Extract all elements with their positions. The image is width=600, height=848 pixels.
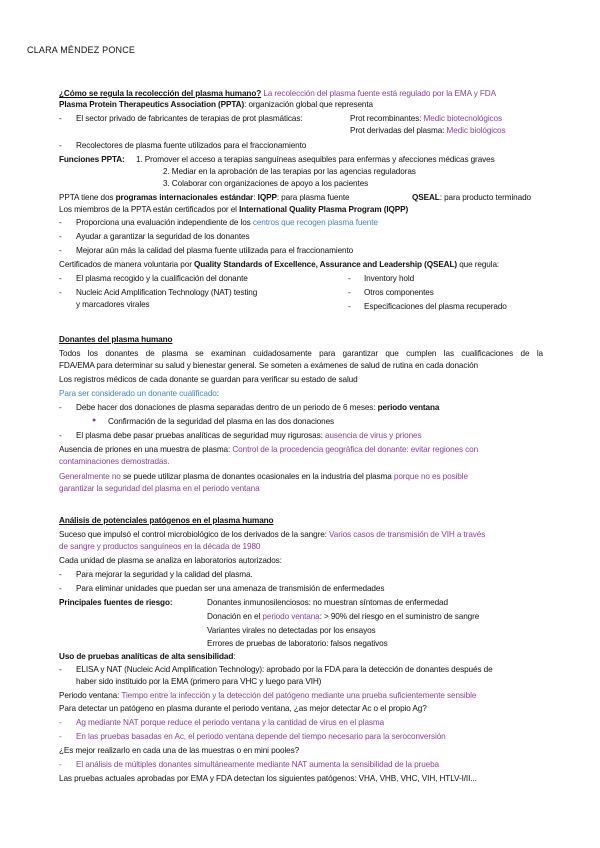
dash-marker: -: [59, 403, 62, 412]
qseal-item-2: Nucleic Acid Amplification Technology (NAT) testing: [76, 288, 258, 297]
history-text: Suceso que impulsó el control microbiológico de los derivados de la sangre:: [59, 530, 330, 539]
iqpp-desc: : para plasma fuente: [276, 193, 350, 202]
qseal-regulates: que regula:: [457, 260, 500, 269]
dash-marker: -: [348, 288, 351, 297]
dash-marker: -: [59, 718, 62, 727]
certification-line: [59, 204, 408, 215]
regulation-answer: La recolección del plasma fuente está regulado por la EMA y FDA: [263, 89, 496, 98]
dash-marker: -: [59, 570, 62, 579]
dash-marker: -: [59, 114, 62, 123]
lab-analysis: Cada unidad de plasma se analiza en laboratorios autorizados:: [59, 556, 282, 565]
qseal-line: [59, 259, 499, 270]
programs-bold: programas internacionales estándar: [115, 193, 254, 202]
iqpp-full-name: International Quality Plasma Program (IQPP): [239, 205, 409, 214]
qseal-full-name: Quality Standards of Excellence, Assurance and Leadership (QSEAL): [194, 260, 458, 269]
dash-marker: -: [59, 288, 62, 297]
approved-tests: Las pruebas actuales aprobadas por EMA y FDA detectan los siguientes patógenos: VHA, VHB, VHC, VIH, HTLV-I/II...: [59, 774, 477, 783]
ppta-bullet-1: El sector privado de fabricantes de terapias de prot plasmáticas:: [76, 114, 303, 123]
qualified-donor-line: [59, 388, 219, 399]
dash-marker: -: [59, 232, 62, 241]
donor-req-2: [76, 430, 422, 441]
risk-2: [207, 611, 479, 622]
dash-marker: -: [59, 141, 62, 150]
window-period-definition: Tiempo entre la infección y la detección del patógeno mediante una prueba suficientemente sensible: [121, 691, 477, 700]
sensitivity-label: Uso de pruebas analíticas de alta sensibilidad: [59, 652, 234, 661]
generally-cont: garantizar la seguridad del plasma en el periodo ventana: [59, 484, 260, 493]
plasma-derived-value: Medic biológicos: [446, 126, 506, 135]
qseal-desc: : para producto terminado: [439, 193, 531, 202]
author-name: CLARA MÉNDEZ PONCE: [27, 45, 136, 55]
iqpp-label: IQPP: [257, 193, 277, 202]
dash-marker: -: [59, 760, 62, 769]
dash-marker: -: [59, 218, 62, 227]
donor-req-2-highlight: ausencia de virus y priones: [324, 431, 422, 440]
prions-highlight: Control de la procedencia geográfica del donante: evitar regiones con: [232, 445, 479, 454]
lab-purpose-2: Para eliminar unidades que puedan ser una amenaza de transmisión de enfermedades: [76, 584, 385, 593]
iqpp-bullet-1: [76, 217, 378, 228]
dash-marker: -: [59, 431, 62, 440]
programs-line: [59, 192, 349, 203]
recombinant-label: Prot recombinantes:: [350, 114, 424, 123]
prions-cont: contaminaciones demostradas.: [59, 457, 170, 466]
donor-req-1-text: Debe hacer dos donaciones de plasma separadas dentro de un periodo de 6 meses:: [76, 403, 378, 412]
donors-para-line-2: FDA/EMA para determinar su salud y bienestar general. Se someten a exámenes de salud de rutina en cada donación: [59, 361, 478, 370]
sensitivity-heading: [59, 651, 235, 662]
certification-text: Los miembros de la PPTA están certificados por el: [59, 205, 240, 214]
dash-marker: -: [59, 732, 62, 741]
dash-marker: -: [59, 584, 62, 593]
function-1: 1. Promover el acceso a terapias sanguíneas asequibles para enfermas y afecciones médicas graves: [136, 155, 495, 164]
history-line: [59, 529, 485, 540]
ppta-desc: : organización global que representa: [244, 100, 373, 109]
qualified-donor-label: Para ser considerado un donante cualificado: [59, 389, 217, 398]
donor-req-1: [76, 402, 439, 413]
function-2: 2. Mediar en la aprobación de las terapias por las agencias reguladoras: [163, 167, 416, 176]
qseal-item-3: Inventory hold: [364, 274, 415, 283]
iqpp-bullet-1-text: Proporciona una evaluación independiente de los: [76, 218, 253, 227]
lab-purpose-1: Para mejorar la seguridad y la calidad del plasma.: [76, 570, 253, 579]
qseal-item-4: Otros componentes: [364, 288, 434, 297]
history-cont: de sangre y productos sanguíneos en la década de 1980: [59, 542, 261, 551]
history-highlight: Varios casos de transmisión de VIH a través: [329, 530, 486, 539]
section-donors-title: Donantes del plasma humano: [59, 335, 173, 344]
elisa-nat-cont: haber sido instituido por la EMA (primero para VHC y luego para VIH): [76, 677, 322, 686]
regulation-question-line: [59, 88, 496, 99]
recombinant-line: [350, 113, 502, 124]
risk-1: Donantes inmunosilenciosos: no muestran síntomas de enfermedad: [207, 598, 448, 607]
elisa-nat: ELISA y NAT (Nucleic Acid Amplification Technology): aprobado por la FDA para la detección de donantes después de: [76, 665, 493, 674]
ppta-bullet-2: Recolectores de plasma fuente utilizados para el fraccionamiento: [76, 141, 307, 150]
generally-highlight: Generalmente no: [59, 472, 121, 481]
qseal-item-2-cont: y marcadores virales: [76, 300, 150, 309]
section-pathogens-title: Análisis de potenciales patógenos en el plasma humano: [59, 516, 274, 525]
ppta-name: Plasma Protein Therapeutics Association (PPTA): [59, 100, 245, 109]
recombinant-value: Medic biotecnológicos: [423, 114, 503, 123]
ppta-line: [59, 99, 373, 110]
programs-text: PPTA tiene dos: [59, 193, 116, 202]
qualified-donor-colon: :: [216, 389, 219, 398]
iqpp-bullet-2: Ayudar a garantizar la seguridad de los donantes: [76, 232, 250, 241]
generally-line: [59, 471, 468, 482]
multi-donor-answer: El análisis de múltiples donantes simultáneamente mediante NAT aumenta la sensibilidad de la prueba: [76, 760, 440, 769]
regulation-question: ¿Cómo se regula la recolección del plasma humano?: [59, 89, 262, 98]
donor-req-1-sub: Confirmación de la seguridad del plasma en las dos donaciones: [108, 417, 335, 426]
generally-reason: porque no es posible: [393, 472, 468, 481]
dash-marker: -: [59, 665, 62, 674]
ac-answer: En las pruebas basadas en Ac, el periodo ventana depende del tiempo necesario para la seroconversión: [76, 732, 446, 741]
function-3: 3. Colaborar con organizaciones de apoyo a los pacientes: [163, 179, 369, 188]
iqpp-bullet-1-highlight: centros que recogen plasma fuente: [252, 218, 378, 227]
mini-pool-question: ¿Es mejor realizarlo en cada una de las muestras o en mini pooles?: [59, 746, 300, 755]
programs-colon: :: [253, 193, 258, 202]
circle-bullet: ●: [92, 417, 97, 424]
ag-answer: Ag mediante NAT porque reduce el periodo ventana y la cantidad de virus en el plasma: [76, 718, 385, 727]
plasma-derived-line: [350, 125, 505, 136]
qseal-item-5: Especificaciones del plasma recuperado: [364, 302, 507, 311]
qseal-program: [412, 192, 531, 203]
qseal-intro: Certificados de manera voluntaria por: [59, 260, 195, 269]
risk-3: Variantes virales no detectadas por los ensayos: [207, 626, 376, 635]
detection-question: Para detectar un patógeno en plasma durante el periodo ventana, ¿as mejor detectar Ac o el propio Ag?: [59, 704, 427, 713]
prions-text: Ausencia de priones en una muestra de plasma:: [59, 445, 233, 454]
risk-label: Principales fuentes de riesgo:: [59, 598, 173, 607]
risk-2-detail: : > 90% del riesgo en el suministro de sangre: [319, 612, 480, 621]
risk-2-highlight: periodo ventana: [262, 612, 320, 621]
risk-4: Errores de pruebas de laboratorio: falsos negativos: [207, 639, 388, 648]
dash-marker: -: [348, 302, 351, 311]
qseal-label: QSEAL: [412, 193, 440, 202]
window-period-bold: periodo ventana: [377, 403, 440, 412]
plasma-derived-label: Prot derivadas del plasma:: [350, 126, 447, 135]
window-period-label: Periodo ventana:: [59, 691, 122, 700]
prions-line: [59, 444, 478, 455]
risk-2-text: Donación en el: [207, 612, 263, 621]
iqpp-bullet-3: Mejorar aún más la calidad del plasma fuente utilizada para el fraccionamiento: [76, 246, 354, 255]
functions-label: Funciones PPTA:: [59, 155, 125, 164]
qseal-item-1: El plasma recogido y la cualificación del donante: [76, 274, 248, 283]
generally-text: se puede utilizar plasma de donantes ocasionales en la industria del plasma: [120, 472, 394, 481]
sensitivity-colon: :: [233, 652, 236, 661]
donors-para-line-1: Todos los donantes de plasma se examinan cuidadosamente para garantizar que cumplen las cualificaciones de la: [59, 349, 543, 358]
dash-marker: -: [59, 274, 62, 283]
window-period-def: [59, 690, 476, 701]
dash-marker: -: [59, 246, 62, 255]
donor-req-2-text: El plasma debe pasar pruebas analíticas de seguridad muy rigurosas:: [76, 431, 325, 440]
donors-records: Los registros médicos de cada donante se guardan para verificar su estado de salud: [59, 375, 358, 384]
dash-marker: -: [348, 274, 351, 283]
